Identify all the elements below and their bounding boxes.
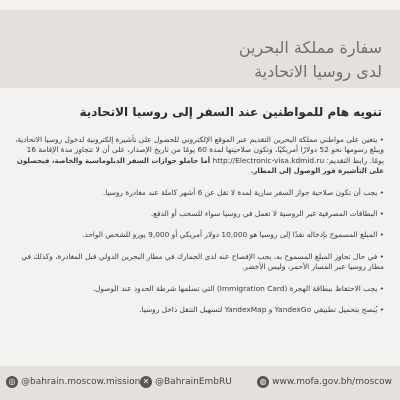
- notice-item-text: يجب أن تكون صلاحية جواز السفر سارية لمدة لا تقل عن 6 أشهر كاملة عند مغادرة روسيا.: [102, 187, 378, 197]
- globe-icon: ◍: [257, 376, 269, 388]
- footer-bar: [0, 366, 400, 400]
- notice-item: • يجب الاحتفاظ ببطاقة الهجرة (Immigration Card) التي تسلمها شرطة الحدود عند الوصول.: [92, 283, 384, 293]
- notice-item-text: المبلغ المسموح بإدخاله نقدًا إلى روسيا هو 10,000 دولار أمريكي أو 9,000 يورو للشخص الواحد.: [81, 230, 378, 240]
- notice-item-text: يتعين على مواطني مملكة البحرين التقديم عبر الموقع الإلكتروني للحصول على تأشيرة إلكترونية لدخول روسيا الاتحادية، ويبلغ رسومها نحو 52 دولارًا أمريكيًا، وتكون صلاحيتها لمدة 60 يومًا من تاريخ الإصدار، على أن لا تتجاوز مدة الإقامة 16 يومًا. رابط التقديم: http://Electronic-visa.kdmid.ru: [14, 135, 384, 165]
- x-handle: @BahrainEmbRU: [155, 377, 232, 387]
- instagram-handle: @bahrain.moscow.mission: [21, 377, 141, 387]
- embassy-subtitle: لدى روسيا الاتحادية: [254, 62, 382, 81]
- notice-item-text: في حال تجاوز المبلغ المسموح به، يجب الإفصاح عنه لدى الجمارك في مطار البحرين الدولي قبل المغادرة، وكذلك في مطار روسيا عبر المسار الأحمر، وليس الأخضر.: [21, 251, 384, 272]
- x-link[interactable]: [140, 376, 232, 388]
- x-icon: ✕: [140, 376, 152, 388]
- notice-item-text: يجب الاحتفاظ ببطاقة الهجرة (Immigration Card) التي تسلمها شرطة الحدود عند الوصول.: [92, 283, 378, 293]
- notice-item: • يُنصح بتحميل تطبيقي YandexGo و YandexMap لتسهيل التنقل داخل روسيا.: [139, 305, 384, 315]
- diplomatic-note: أما حاملو جوازات السفر الدبلوماسية والخاصة، فيحصلون على التأشيرة فور الوصول إلى المطار.: [16, 156, 384, 176]
- notice-item-text: يُنصح بتحميل تطبيقي YandexGo و YandexMap لتسهيل التنقل داخل روسيا.: [139, 305, 378, 315]
- notice-item: • يتعين على مواطني مملكة البحرين التقديم عبر الموقع الإلكتروني للحصول على تأشيرة إلكترونية لدخول روسيا الاتحادية، ويبلغ رسومها نحو 52 دولارًا أمريكيًا، وتكون صلاحيتها لمدة 60 يومًا من تاريخ الإصدار، على أن لا تتجاوز مدة الإقامة 16 يومًا. رابط التقديم: http://Electronic-visa.kdmid.ru أما حاملو جوازات السفر الدبلوماسية والخاصة، فيحصلون على التأشيرة فور الوصول إلى المطار.: [14, 135, 384, 176]
- notice-item: • المبلغ المسموح بإدخاله نقدًا إلى روسيا هو 10,000 دولار أمريكي أو 9,000 يورو للشخص الواحد.: [81, 230, 384, 240]
- embassy-title: سفارة مملكة البحرين: [238, 38, 382, 57]
- notice-item: • يجب أن تكون صلاحية جواز السفر سارية لمدة لا تقل عن 6 أشهر كاملة عند مغادرة روسيا.: [102, 187, 384, 197]
- notice-item: • البطاقات المصرفية غير الروسية لا تعمل في روسيا سواء للسحب أو الدفع.: [150, 209, 384, 219]
- website-url: www.mofa.gov.bh/moscow: [272, 377, 392, 387]
- website-link[interactable]: [257, 376, 392, 388]
- instagram-icon: ◎: [6, 376, 18, 388]
- notice-headline: تنويه هام للمواطنين عند السفر إلى روسيا الاتحادية: [79, 105, 382, 119]
- notice-item: • في حال تجاوز المبلغ المسموح به، يجب الإفصاح عنه لدى الجمارك في مطار البحرين الدولي قبل المغادرة، وكذلك في مطار روسيا عبر المسار الأحمر، وليس الأخضر.: [21, 251, 384, 272]
- instagram-link[interactable]: [6, 376, 140, 388]
- header-banner: [0, 10, 400, 88]
- notice-item-text: البطاقات المصرفية غير الروسية لا تعمل في روسيا سواء للسحب أو الدفع.: [150, 209, 378, 219]
- notice-list: [10, 135, 384, 326]
